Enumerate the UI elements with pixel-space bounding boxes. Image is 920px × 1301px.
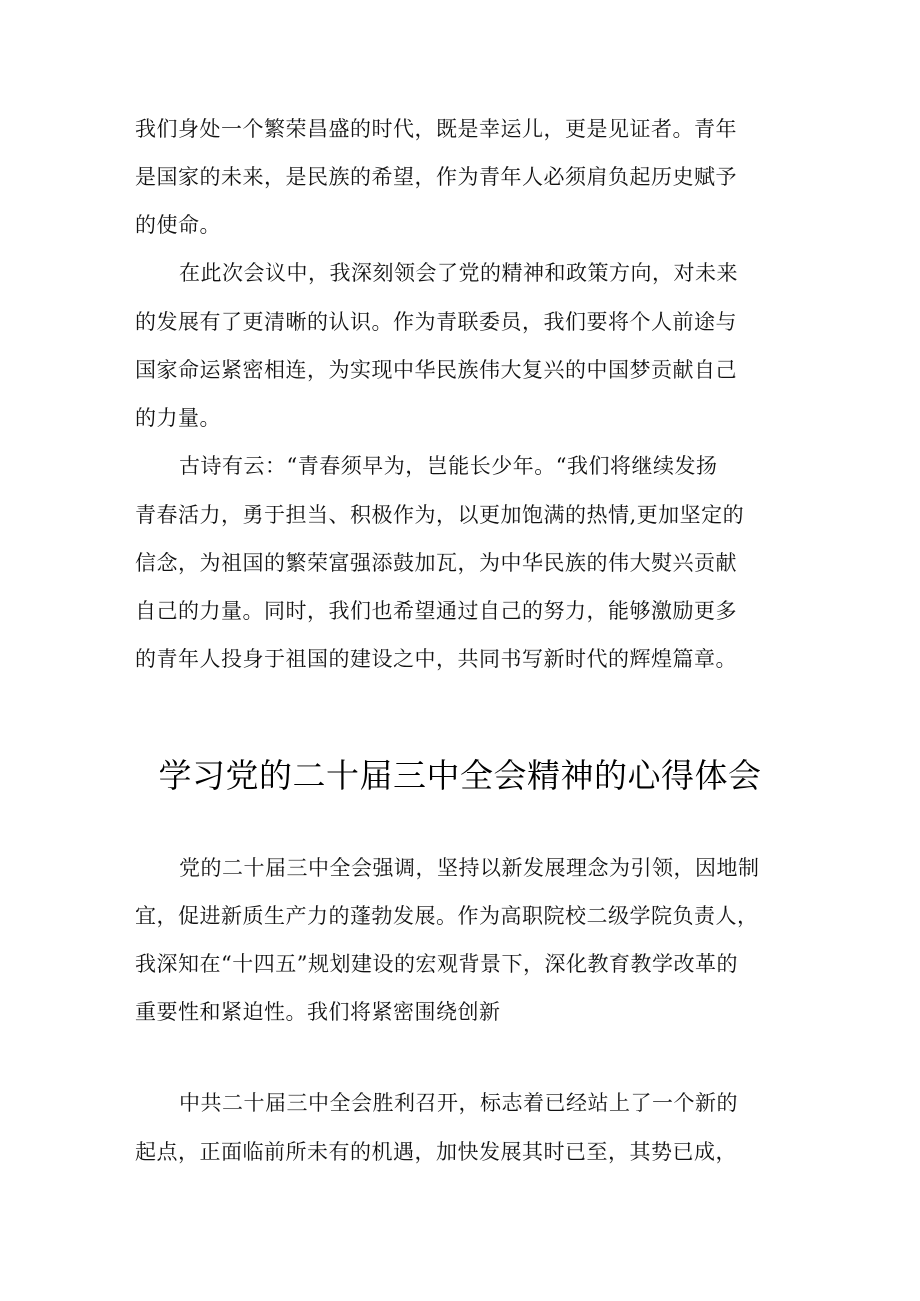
paragraph-2-line: 国家命运紧密相连，为实现中华民族伟大复兴的中国梦贡献自己	[135, 358, 737, 382]
paragraph-1-line: 的使命。	[135, 213, 221, 237]
paragraph-2-line: 的力量。	[135, 406, 221, 430]
paragraph-3-line: 自己的力量。同时，我们也希望通过自己的努力，能够激励更多	[135, 599, 737, 623]
paragraph-4-line: 宜，促进新质生产力的蓬勃发展。作为高职院校二级学院负责人，	[135, 904, 759, 928]
paragraph-4-line: 重要性和紧迫性。我们将紧密围绕创新	[135, 1000, 501, 1024]
section-title: 学习党的二十届三中全会精神的心得体会	[158, 756, 762, 795]
paragraph-4-line: 我深知在“十四五”规划建设的宏观背景下，深化教育教学改革的	[135, 952, 738, 976]
paragraph-1-line: 是国家的未来，是民族的希望，作为青年人必须肩负起历史赋予	[135, 165, 737, 189]
paragraph-1-line: 我们身处一个繁荣昌盛的时代，既是幸运儿，更是见证者。青年	[135, 117, 737, 141]
paragraph-5-line: 起点，正面临前所未有的机遇，加快发展其时已至，其势已成，	[135, 1140, 737, 1164]
paragraph-2-line: 的发展有了更清晰的认识。作为青联委员，我们要将个人前途与	[135, 310, 737, 334]
paragraph-2-line: 在此次会议中，我深刻领会了党的精神和政策方向，对未来	[179, 261, 738, 285]
paragraph-3-line: 信念，为祖国的繁荣富强添鼓加瓦，为中华民族的伟大熨兴贡献	[135, 551, 737, 575]
paragraph-3-line: 的青年人投身于祖国的建设之中，共同书写新时代的辉煌篇章。	[135, 647, 737, 671]
paragraph-3-line: 青春活力，勇于担当、积极作为，以更加饱满的热情,更加坚定的	[135, 503, 745, 527]
paragraph-3-line: 古诗有云：“青春须早为，岂能长少年。“我们将继续发扬	[179, 454, 718, 478]
paragraph-4-line: 党的二十届三中全会强调，坚持以新发展理念为引领，因地制	[179, 856, 760, 880]
paragraph-5-line: 中共二十届三中全会胜利召开，标志着已经站上了一个新的	[179, 1091, 738, 1115]
